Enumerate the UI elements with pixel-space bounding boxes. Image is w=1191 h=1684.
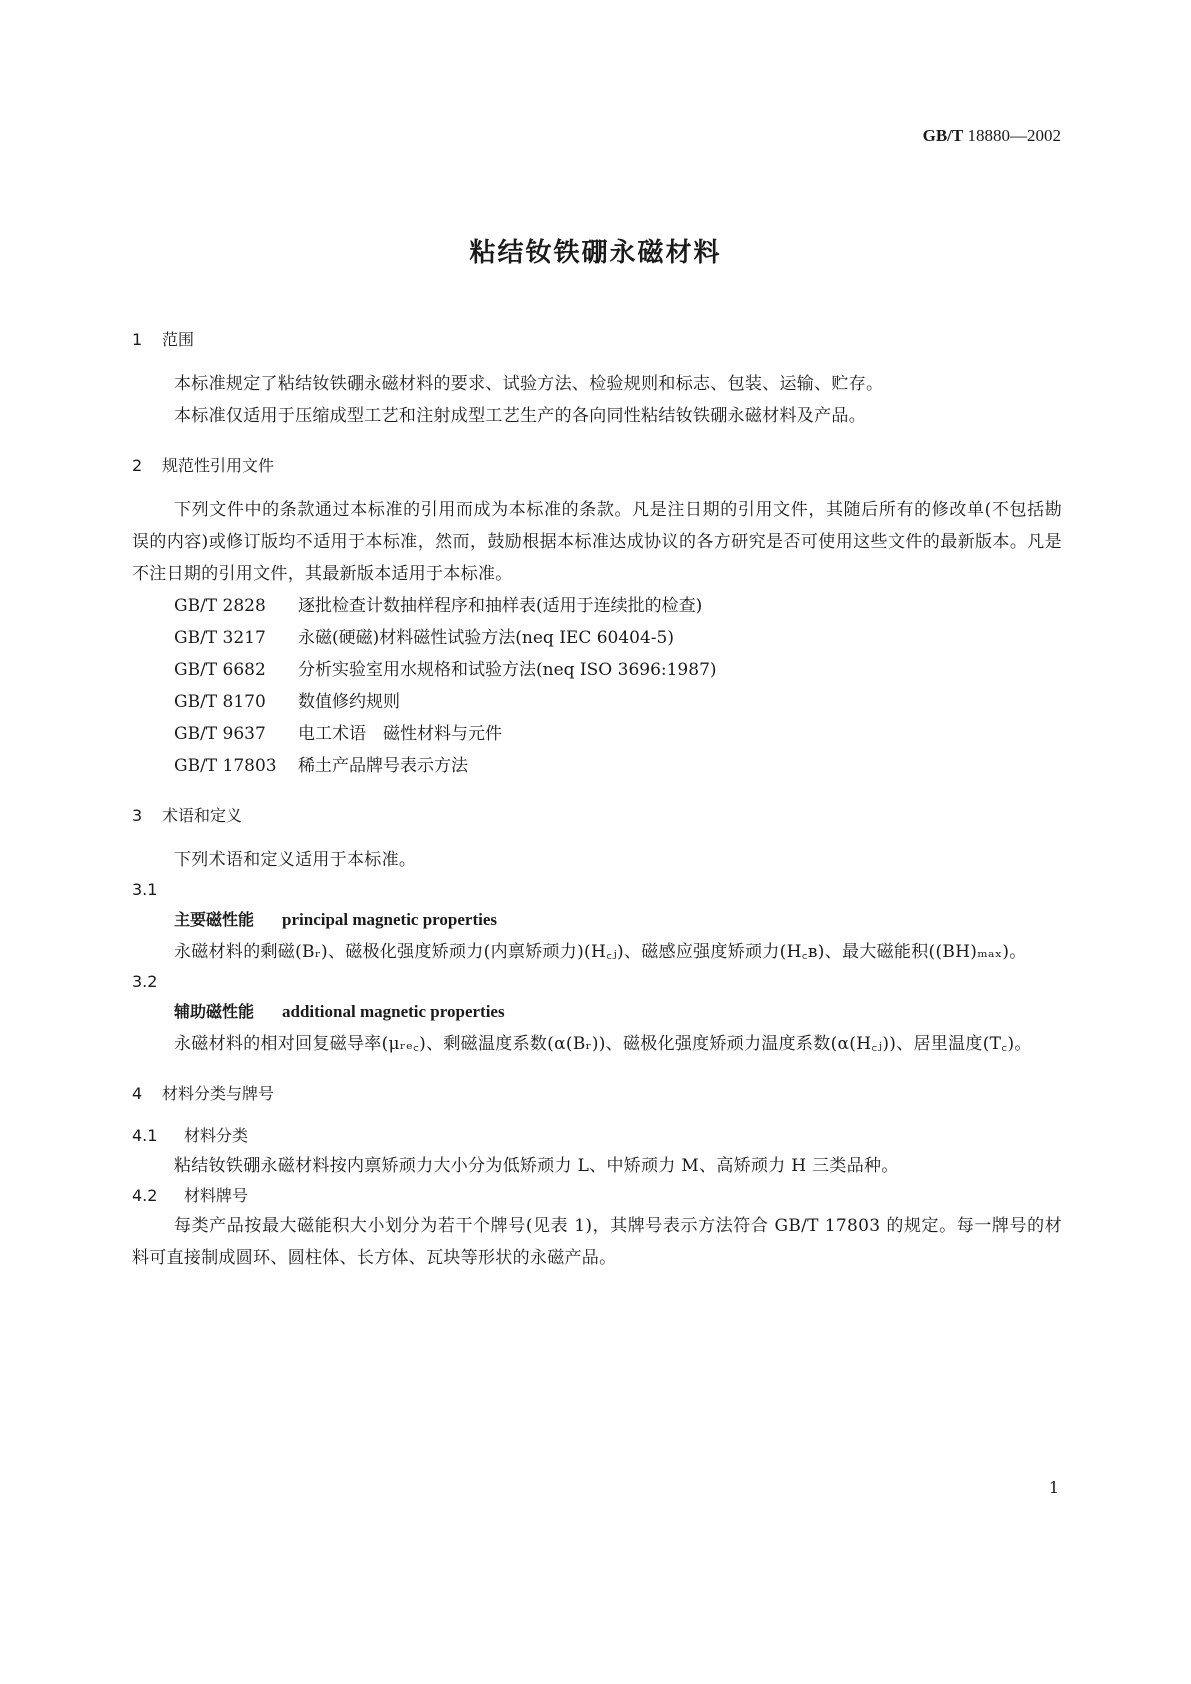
term-english: additional magnetic properties bbox=[282, 1002, 505, 1021]
reference-code: GB/T 9637 bbox=[174, 724, 266, 744]
document-title: 粘结钕铁硼永磁材料 bbox=[469, 238, 722, 268]
reference-item bbox=[132, 750, 1062, 782]
reference-title: 数值修约规则 bbox=[298, 692, 400, 712]
paragraph: 粘结钕铁硼永磁材料按内禀矫顽力大小分为低矫顽力 L、中矫顽力 M、高矫顽力 H 三类品种。 bbox=[174, 1156, 899, 1176]
term-heading bbox=[132, 904, 1062, 936]
reference-title: 稀土产品牌号表示方法 bbox=[298, 756, 468, 776]
subsection-title: 材料牌号 bbox=[184, 1186, 249, 1205]
section-4-heading bbox=[132, 1080, 1062, 1108]
reference-code: GB/T 2828 bbox=[174, 596, 266, 616]
reference-code: GB/T 8170 bbox=[174, 692, 266, 712]
reference-title: 分析实验室用水规格和试验方法(neq ISO 3696:1987) bbox=[298, 660, 717, 680]
term-english: principal magnetic properties bbox=[282, 910, 498, 929]
paragraph: 下列文件中的条款通过本标准的引用而成为本标准的条款。凡是注日期的引用文件，其随后所有的修改单(不包括勘误的内容)或修订版均不适用于本标准，然而，鼓励根据本标准达成协议的各方研究是否可使用这些文件的最新版本。凡是不注日期的引用文件，其最新版本适用于本标准。 bbox=[132, 500, 1062, 584]
reference-item bbox=[132, 622, 1062, 654]
reference-item bbox=[132, 654, 1062, 686]
paragraph: 每类产品按最大磁能积大小划分为若干个牌号(见表 1)，其牌号表示方法符合 GB/T 17803 的规定。每一牌号的材料可直接制成圆环、圆柱体、长方体、瓦块等形状的永磁产品。 bbox=[132, 1216, 1062, 1268]
section-number: 3 bbox=[132, 806, 143, 825]
term-chinese: 辅助磁性能 bbox=[174, 1002, 255, 1021]
page-number: 1 bbox=[1048, 1478, 1059, 1497]
standard-number: 18880—2002 bbox=[967, 126, 1061, 145]
paragraph: 本标准规定了粘结钕铁硼永磁材料的要求、试验方法、检验规则和标志、包装、运输、贮存。 bbox=[174, 374, 884, 394]
section-number: 2 bbox=[132, 456, 143, 475]
term-definition: 永磁材料的剩磁(Bᵣ)、磁极化强度矫顽力(内禀矫顽力)(H꜀ⱼ)、磁感应强度矫顽力(H꜀ʙ)、最大磁能积((BH)ₘₐₓ)。 bbox=[174, 942, 1027, 962]
term-heading bbox=[132, 996, 1062, 1028]
reference-title: 永磁(硬磁)材料磁性试验方法(neq IEC 60404-5) bbox=[298, 628, 674, 648]
reference-item bbox=[132, 686, 1062, 718]
clause-number: 3.2 bbox=[132, 972, 158, 991]
section-number: 4 bbox=[132, 1084, 143, 1103]
section-title: 材料分类与牌号 bbox=[162, 1084, 275, 1103]
section-2-heading bbox=[132, 452, 1062, 480]
section-3-heading bbox=[132, 802, 1062, 830]
reference-code: GB/T 6682 bbox=[174, 660, 266, 680]
standard-code bbox=[923, 126, 1061, 146]
subsection-title: 材料分类 bbox=[184, 1126, 249, 1145]
section-1-heading bbox=[132, 326, 1062, 354]
reference-title: 电工术语 磁性材料与元件 bbox=[298, 724, 502, 744]
clause-number: 3.1 bbox=[132, 880, 158, 899]
paragraph: 下列术语和定义适用于本标准。 bbox=[174, 850, 417, 870]
subsection-number: 4.1 bbox=[132, 1126, 158, 1145]
paragraph: 本标准仅适用于压缩成型工艺和注射成型工艺生产的各向同性粘结钕铁硼永磁材料及产品。 bbox=[174, 406, 866, 426]
reference-item bbox=[132, 590, 1062, 622]
subsection-4-2-heading bbox=[132, 1182, 1062, 1210]
reference-code: GB/T 17803 bbox=[174, 756, 277, 776]
term-chinese: 主要磁性能 bbox=[174, 910, 255, 929]
section-title: 术语和定义 bbox=[162, 806, 243, 825]
reference-title: 逐批检查计数抽样程序和抽样表(适用于连续批的检查) bbox=[298, 596, 703, 616]
standard-prefix: GB/T bbox=[922, 126, 964, 145]
subsection-number: 4.2 bbox=[132, 1186, 158, 1205]
reference-code: GB/T 3217 bbox=[174, 628, 266, 648]
term-definition: 永磁材料的相对回复磁导率(μᵣₑ꜀)、剩磁温度系数(α(Bᵣ))、磁极化强度矫顽力温度系数(α(H꜀ⱼ))、居里温度(T꜀)。 bbox=[174, 1034, 1032, 1054]
section-number: 1 bbox=[132, 330, 143, 349]
reference-item bbox=[132, 718, 1062, 750]
section-title: 范围 bbox=[162, 330, 195, 349]
section-title: 规范性引用文件 bbox=[162, 456, 275, 475]
document-body bbox=[132, 326, 1062, 1274]
subsection-4-1-heading bbox=[132, 1122, 1062, 1150]
